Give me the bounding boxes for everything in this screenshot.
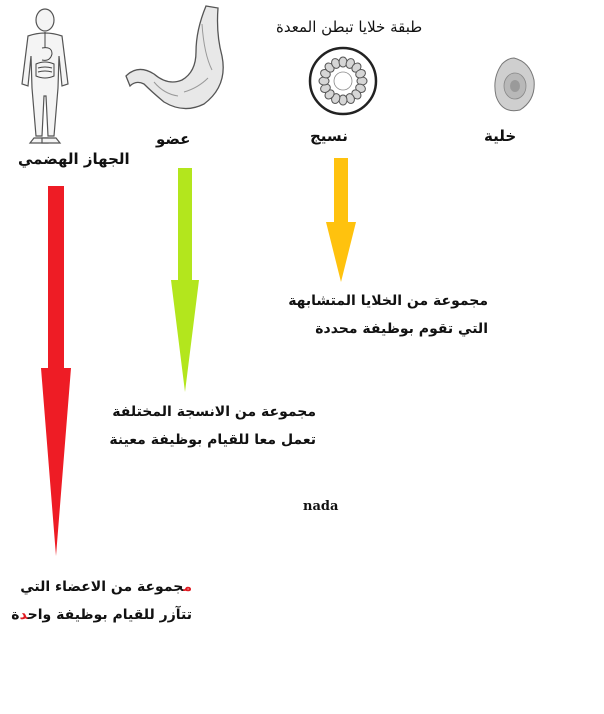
cell-label: خلية [484,127,517,145]
system-definition-line2 [11,601,192,629]
tissue-definition-line2: التي تقوم بوظيفة محددة [315,321,488,337]
tissue-label: نسيج [310,127,348,145]
system-definition-line1-highlight: م [183,579,192,595]
organ-definition [109,398,316,454]
system-definition-line1 [20,573,192,601]
organ-arrow [171,168,199,392]
system-definition-line2-end: ة [11,607,20,623]
system-label: الجهاز الهضمي [18,150,130,168]
system-definition [11,573,192,629]
annotation-nada: nada [303,499,339,514]
organ-definition-line2: تعمل معا للقيام بوظيفة معينة [109,432,316,448]
tissue-caption: طبقة خلايا تبطن المعدة [276,18,423,36]
organ-definition-line1: مجموعة من الانسجة المختلفة [112,404,316,420]
tissue-arrow [326,158,356,282]
system-definition-line2-main: تتآزر للقيام بوظيفة واح [27,607,192,623]
organ-label: عضو [156,130,191,148]
system-arrow [41,186,71,556]
system-definition-line1-rest: جموعة من الاعضاء التي [20,579,184,595]
tissue-definition [288,287,488,343]
tissue-definition-line1: مجموعة من الخلايا المتشابهة [288,293,488,309]
system-definition-line2-highlight: د [19,607,28,623]
